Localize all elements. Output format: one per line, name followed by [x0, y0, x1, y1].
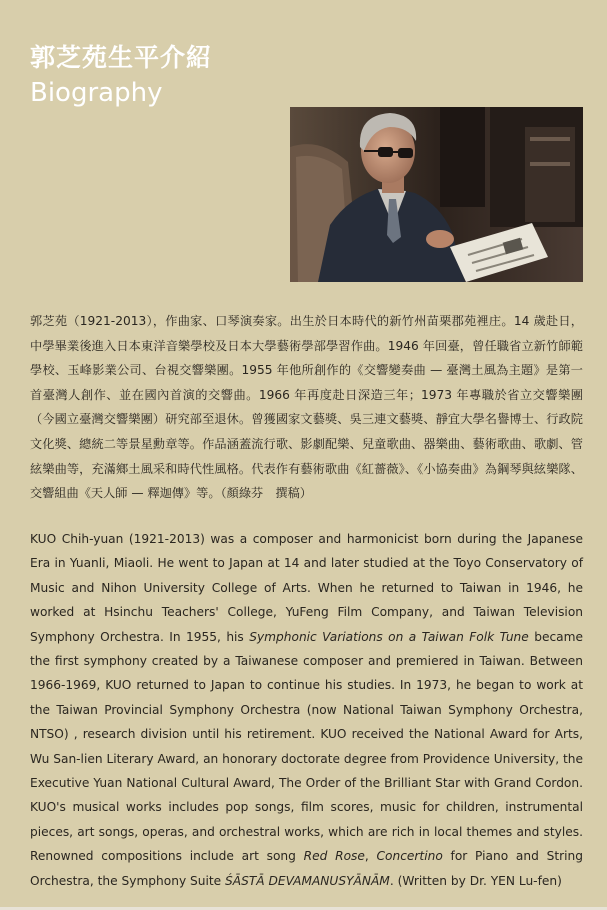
- biography-english-text-1: KUO Chih-yuan (1921-2013) was a composer and harmonicist born during the Japanese Era in Yuanli, Miaoli. He went to Japan at 14 and later studied at the Toyo Conservatory of Music and Nihon University College of Arts. When he returned to Taiwan in 1946, he worked at Hsinchu Teachers' College, YuFeng Film Company, and Taiwan Television Symphony Orchestra. In 1955, his: [30, 532, 583, 644]
- biography-english-text-2: became the first symphony created by a Taiwanese composer and premiered in Taiwan. Between 1966-1969, KUO returned to Japan to continue his studies. In 1973, he began to work at the Taiwan Provincial Symphony Orchestra (now National Taiwan Symphony Orchestra, NTSO) , research division until his retirement. KUO received the National Award for Arts, Wu San-lien Literary Award, an honorary doctorate degree from Providence University, the Executive Yuan National Cultural Award, The Order of the Brilliant Star with Grand Cordon. KUO's musical works includes pop songs, film scores, music for children, instrumental pieces, art songs, operas, and orchestral works, which are rich in local themes and styles. Renowned compositions include art song: [30, 629, 583, 864]
- work-title-symphonic-variations: Symphonic Variations on a Taiwan Folk Tune: [249, 629, 529, 644]
- biography-english-text-3: ,: [364, 849, 377, 864]
- portrait-illustration: [290, 107, 583, 282]
- portrait-photo: [290, 107, 583, 282]
- biography-english-text-5: . (Written by Dr. YEN Lu-fen): [389, 873, 562, 888]
- page-title-english: Biography: [30, 78, 163, 108]
- biography-english-text-4: for Piano and String Orchestra, the Symphony Suite: [30, 849, 583, 888]
- work-title-red-rose: Red Rose: [303, 849, 365, 864]
- biography-chinese-paragraph: 郭芝苑（1921-2013），作曲家、口琴演奏家。出生於日本時代的新竹州苗栗郡苑裡庄。14 歲赴日，中學畢業後進入日本東洋音樂學校及日本大學藝術學部學習作曲。1946 年回臺，曾任職省立新竹師範學校、玉峰影業公司、台視交響樂團。1955 年他所創作的《交響變奏曲 — 臺灣土風為主題》是第一首臺灣人創作、並在國內首演的交響曲。1966 年再度赴日深造三年；1973 年專職於省立交響樂團（今國立臺灣交響樂團）研究部至退休。曾獲國家文藝獎、吳三連文藝獎、靜宜大學名譽博士、行政院文化獎、總統二等景星勳章等。作品涵蓋流行歌、影劇配樂、兒童歌曲、器樂曲、藝術歌曲、歌劇、管絃樂曲等，充滿鄉土風采和時代性風格。代表作有藝術歌曲《紅薔薇》、《小協奏曲》為鋼琴與絃樂隊、交響組曲《天人師 — 釋迦傳》等。（顏綠芬 撰稿）: [30, 314, 583, 501]
- page-title-chinese: 郭芝苑生平介紹: [30, 43, 213, 72]
- work-title-concertino: Concertino: [376, 849, 443, 864]
- biography-english-paragraph: [30, 527, 583, 893]
- work-title-symphony-suite: ŚĀSTĀ DEVAMANUSYĀNĀM: [225, 873, 390, 888]
